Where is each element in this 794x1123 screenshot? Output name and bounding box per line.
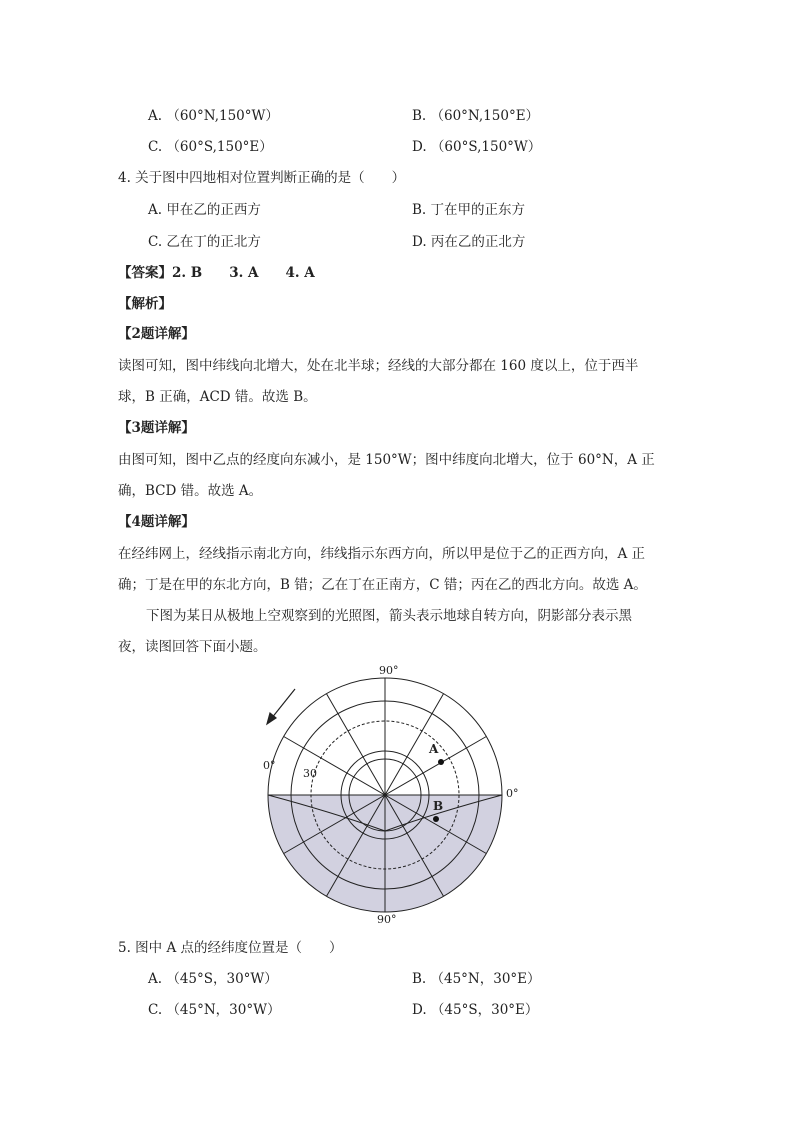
analysis-title: 【解析】	[118, 296, 172, 312]
intro-line2: 夜，读图回答下面小题。	[118, 639, 267, 655]
q3-option-a: A. （60°N,150°W）	[148, 108, 279, 124]
label-30: 30	[303, 767, 317, 780]
q3-option-c: C. （60°S,150°E）	[148, 139, 273, 155]
q4-detail-line1: 在经纬网上，经线指示南北方向，纬线指示东西方向，所以甲是位于乙的正西方向，A 正	[118, 546, 646, 562]
q2-detail-line2: 球，B 正确，ACD 错。故选 B。	[118, 389, 317, 405]
q2-detail-title: 【2题详解】	[118, 326, 195, 342]
point-a-dot	[438, 759, 444, 765]
q5-option-d: D. （45°S，30°E）	[412, 1002, 539, 1018]
q4-option-a: A. 甲在乙的正西方	[148, 202, 261, 218]
rotation-arrow	[267, 689, 295, 724]
q5-stem: 5. 图中 A 点的经纬度位置是（ ）	[118, 940, 343, 956]
q5-option-c: C. （45°N，30°W）	[148, 1002, 281, 1018]
q4-option-b: B. 丁在甲的正东方	[412, 202, 526, 218]
q3-option-d: D. （60°S,150°W）	[412, 139, 542, 155]
label-point-a: A	[429, 742, 439, 756]
point-b-dot	[433, 816, 439, 822]
q3-detail-line1: 由图可知，图中乙点的经度向东减小，是 150°W；图中纬度向北增大，位于 60°N，A 正	[118, 452, 655, 468]
label-right-0: 0°	[506, 787, 519, 800]
intro-line1: 下图为某日从极地上空观察到的光照图，箭头表示地球自转方向，阴影部分表示黑	[146, 608, 632, 624]
answer-line: 【答案】2. B 3. A 4. A	[118, 265, 315, 281]
label-bottom-90: 90°	[377, 913, 397, 925]
q3-detail-line2: 确，BCD 错。故选 A。	[118, 483, 263, 499]
q2-detail-line1: 读图可知，图中纬线向北增大，处在北半球；经线的大部分都在 160 度以上，位于西半	[118, 358, 639, 374]
q4-detail-title: 【4题详解】	[118, 514, 195, 530]
q4-option-d: D. 丙在乙的正北方	[412, 234, 526, 250]
label-point-b: B	[433, 799, 444, 813]
label-top-90: 90°	[379, 664, 399, 677]
q4-option-c: C. 乙在丁的正北方	[148, 234, 261, 250]
polar-illumination-diagram	[255, 655, 535, 925]
q5-option-b: B. （45°N，30°E）	[412, 971, 541, 987]
q4-detail-line2: 确；丁是在甲的东北方向，B 错；乙在丁在正南方，C 错；丙在乙的西北方向。故选 A。	[118, 577, 647, 593]
q3-option-b: B. （60°N,150°E）	[412, 108, 540, 124]
q5-option-a: A. （45°S，30°W）	[148, 971, 278, 987]
q3-detail-title: 【3题详解】	[118, 420, 195, 436]
label-left-0: 0°	[263, 759, 276, 772]
q4-stem: 4. 关于图中四地相对位置判断正确的是（ ）	[118, 170, 406, 186]
